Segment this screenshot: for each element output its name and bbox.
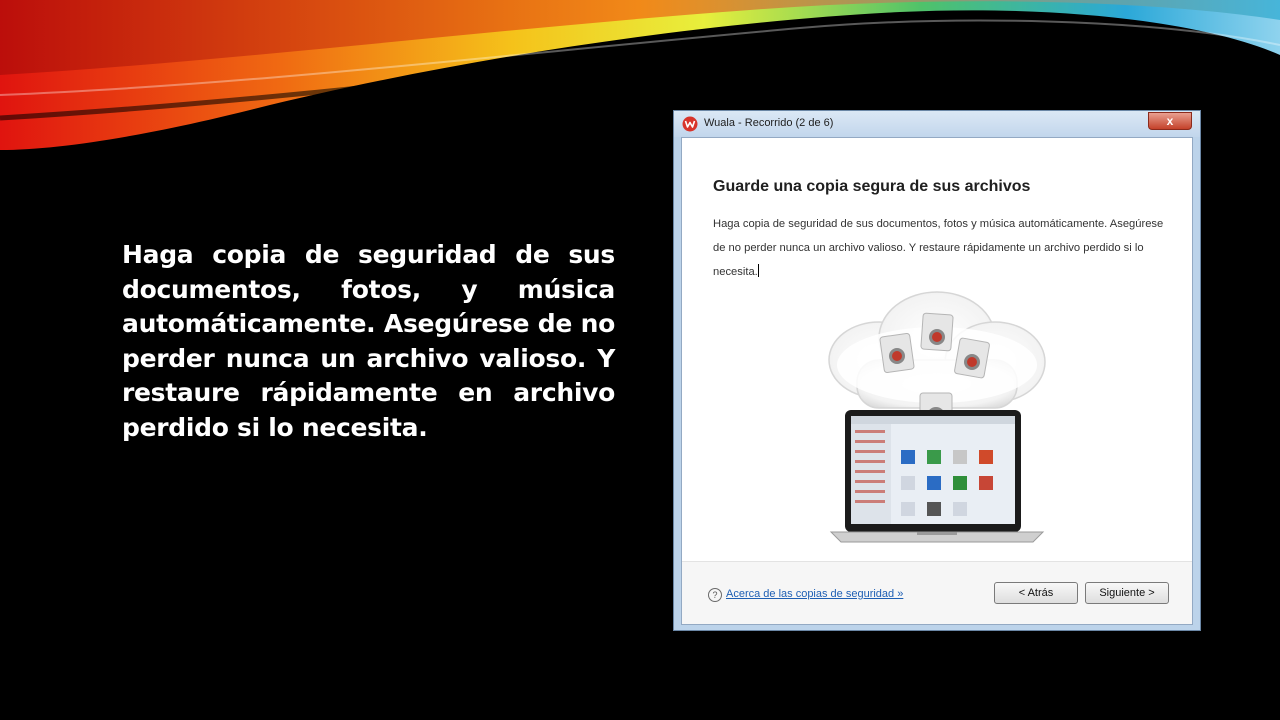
back-button[interactable]: < Atrás (994, 582, 1078, 604)
next-button[interactable]: Siguiente > (1085, 582, 1169, 604)
question-circle-icon[interactable]: ? (708, 588, 722, 602)
wuala-logo-icon (682, 116, 698, 132)
locked-file-icon (954, 338, 990, 379)
dialog-heading: Guarde una copia segura de sus archivos (713, 178, 1031, 195)
locked-file-icon (880, 333, 915, 373)
title-bar[interactable] (674, 111, 1200, 137)
laptop-icon (831, 410, 1043, 542)
description-text: Haga copia de seguridad de sus documentos, fotos y música automáticamente. Asegúrese de no perder nunca un archivo valioso. Y restaure rápidamente un archivo perdido si lo necesita. (713, 218, 1164, 278)
cloud-backup-illustration (827, 290, 1047, 560)
backup-help-link[interactable]: Acerca de las copias de seguridad » (726, 588, 904, 600)
dialog-content (681, 137, 1193, 625)
locked-file-icon (921, 313, 953, 351)
dialog-description (713, 212, 1168, 284)
wuala-tour-dialog (673, 110, 1201, 631)
dialog-footer (682, 562, 1192, 624)
slide-body-text: Haga copia de seguridad de sus documentos, fotos, y música automáticamente. Asegúrese de no perder nunca un archivo valioso. Y restaure rápidamente en archivo perdido si lo necesita. (122, 240, 615, 442)
text-caret (758, 264, 759, 277)
window-title: Wuala - Recorrido (2 de 6) (704, 117, 834, 129)
close-button[interactable]: x (1148, 112, 1192, 130)
